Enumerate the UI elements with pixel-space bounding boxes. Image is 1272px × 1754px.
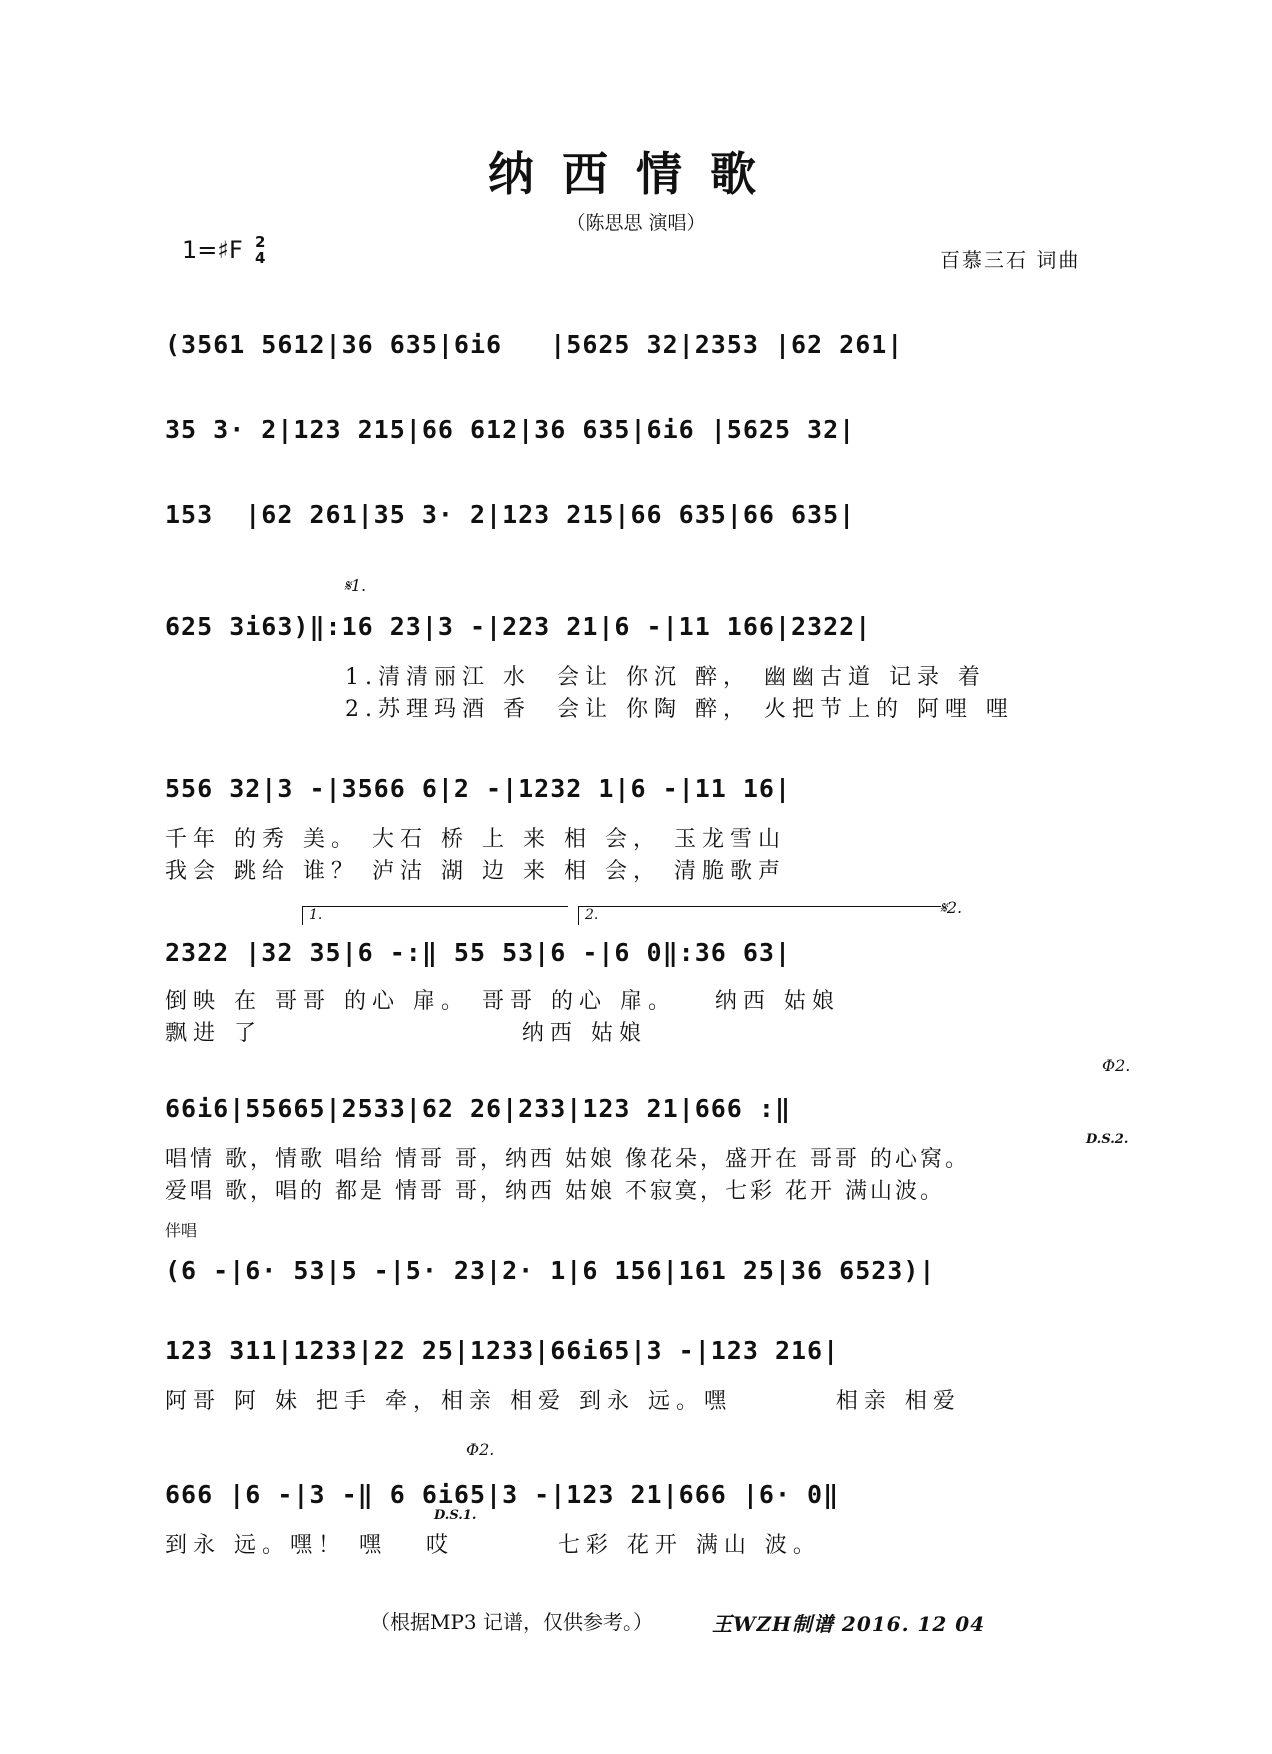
score-row-2: 35 3· 2|123 215|66 612|36 635|6i6 |5625 32| <box>165 415 856 444</box>
lyric-row-6-verse-2: 飘进 了 纳西 姑娘 <box>165 1021 647 1046</box>
first-ending-bracket <box>302 906 568 925</box>
lyric-row-4-verse-2: 2.苏理玛酒 香 会让 你陶 醉， 火把节上的 阿哩 哩 <box>345 697 1014 722</box>
score-row-4: 625 3i63)‖:16 23|3 -|223 21|6 -|11 166|2322| <box>165 612 872 641</box>
ds-2-mark: D.S.2. <box>1086 1132 1129 1147</box>
lyric-row-6-verse-1: 倒映 在 哥哥 的心 扉。 哥哥 的心 扉。 纳西 姑娘 <box>165 989 840 1014</box>
second-ending-bracket <box>578 906 941 925</box>
segno-1-mark: 𝄋1. <box>344 576 367 595</box>
meter-bottom: 4 <box>255 249 266 267</box>
lyric-row-10-verse-1: 到永 远。嘿！ 嘿 哎 七彩 花开 满山 波。 <box>165 1533 821 1558</box>
time-signature <box>255 234 265 266</box>
first-ending-label: 1. <box>309 907 323 923</box>
second-ending-label: 2. <box>585 907 599 923</box>
ds-1-mark: D.S.1. <box>434 1508 477 1523</box>
score-row-6: 2322 |32 35|6 -:‖ 55 53|6 -|6 0‖:36 63| <box>165 938 791 967</box>
lyric-row-9-verse-1: 阿哥 阿 妹 把手 牵，相亲 相爱 到永 远。嘿 相亲 相爱 <box>165 1389 961 1414</box>
transcriber-signature: 王WZH制谱 2016. 12 04 <box>712 1612 986 1636</box>
score-row-8: (6 -|6· 53|5 -|5· 23|2· 1|6 156|161 25|36 6523)| <box>165 1256 936 1285</box>
score-row-9: 123 311|1233|22 25|1233|66i65|3 -|123 216| <box>165 1336 840 1365</box>
score-row-5: 556 32|3 -|3566 6|2 -|1232 1|6 -|11 16| <box>165 774 791 803</box>
lyric-row-5-verse-1: 千年 的秀 美。 大石 桥 上 来 相 会， 玉龙雪山 <box>165 827 786 852</box>
lyric-row-7-verse-1: 唱情 歌，情歌 唱给 情哥 哥，纳西 姑娘 像花朵，盛开在 哥哥 的心窝。 <box>165 1147 970 1172</box>
coda-2-mark-return: Φ2. <box>466 1440 495 1459</box>
performer-subtitle: （陈思思 演唱） <box>566 212 706 234</box>
page-title: 纳西情歌 <box>488 147 784 201</box>
meter-top: 2 <box>255 233 266 251</box>
segno-2-mark: 𝄋2. <box>940 898 963 917</box>
lyric-row-7-verse-2: 爱唱 歌，唱的 都是 情哥 哥，纳西 姑娘 不寂寞，七彩 花开 满山波。 <box>165 1179 945 1204</box>
key-signature: 1=♯F <box>182 236 243 264</box>
lyric-row-4-verse-1: 1.清清丽江 水 会让 你沉 醉， 幽幽古道 记录 着 <box>345 665 986 690</box>
coda-2-mark: Φ2. <box>1102 1056 1131 1075</box>
score-row-1: (3561 5612|36 635|6i6 |5625 32|2353 |62 261| <box>165 330 904 359</box>
transcription-note: （根据MP3 记谱，仅供参考。） <box>370 1610 654 1634</box>
lyric-row-5-verse-2: 我会 跳给 谁？ 泸沽 湖 边 来 相 会， 清脆歌声 <box>165 859 786 884</box>
score-row-7: 66i6|55665|2533|62 26|233|123 21|666 :‖ <box>165 1094 791 1123</box>
score-row-10: 666 |6 -|3 -‖ 6 6i65|3 -|123 21|666 |6· 0‖ <box>165 1480 840 1509</box>
accompaniment-label: 伴唱 <box>165 1221 198 1240</box>
composer-credit: 百慕三石 词曲 <box>940 248 1081 272</box>
score-row-3: 153 |62 261|35 3· 2|123 215|66 635|66 635| <box>165 500 856 529</box>
